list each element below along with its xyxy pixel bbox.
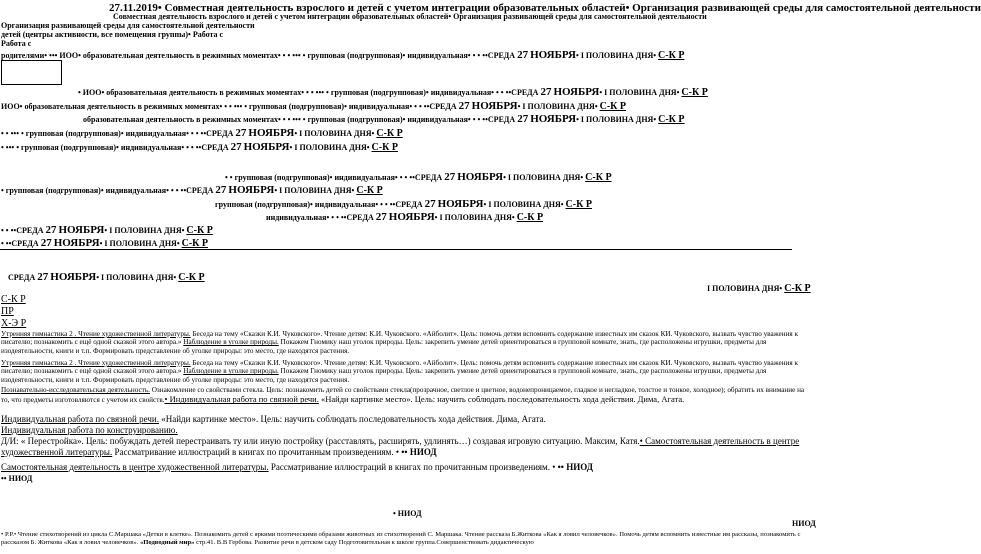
cr-link[interactable]: С-К Р (658, 50, 685, 61)
paragraph-2 (1, 359, 809, 384)
row-12: СРЕДА 27 НОЯБРЯ• I ПОЛОВИНА ДНЯ• С-К Р (8, 271, 205, 283)
row-2-text: ИОО• образовательная деятельность в режимных моментах• • • ••• • групповая (подгрупповая)• индивидуальная• • • ••СРЕДА (1, 102, 457, 111)
row-3-cr-link[interactable]: С-К Р (658, 114, 685, 125)
row-9: индивидуальная• • • ••СРЕДА 27 НОЯБРЯ• I ПОЛОВИНА ДНЯ• С-К Р (266, 211, 544, 223)
row-12-date: 27 (37, 271, 49, 283)
paragraph-5 (1, 425, 809, 436)
row-5-half: I ПОЛОВИНА ДНЯ (294, 143, 367, 152)
header-line-6-text: родителями• ••• ИОО• образовательная деятельность в режимных моментах• • • ••• • групповая (подгрупповая)• индивидуальная• • • ••СРЕДА (1, 51, 516, 60)
niod-2: • НИОД (393, 509, 422, 518)
row-5-text: • ••• • групповая (подгрупповая)• индивидуальная• • • ••СРЕДА (1, 143, 229, 152)
row-7-month: НОЯБРЯ (228, 184, 275, 196)
row-8-date: 27 (424, 198, 436, 210)
p5-link[interactable]: Индивидуальная работа по конструированию. (1, 425, 178, 435)
row-12-half: I ПОЛОВИНА ДНЯ (101, 273, 174, 282)
row-9-cr-link[interactable]: С-К Р (516, 212, 544, 223)
row-12-text: СРЕДА (8, 273, 36, 282)
half-day: I ПОЛОВИНА ДНЯ (580, 51, 654, 60)
row-4-text: • • ••• • групповая (подгрупповая)• индивидуальная• • • ••СРЕДА (1, 129, 234, 138)
footer-bold: «Подводный мир» (139, 538, 195, 546)
p3-text2: «Найди картинке место». Цель: научить соблюдать последовательность хода действия. Дима, Агата. (318, 394, 685, 405)
p2-link[interactable]: Утренняя гимнастика 2 . Чтение художественной литературы. (1, 359, 191, 367)
row-13: I ПОЛОВИНА ДНЯ• С-К Р (707, 283, 811, 294)
row-6-date: 27 (444, 171, 456, 183)
paragraph-3 (1, 386, 809, 405)
row-9-date: 27 (375, 211, 387, 223)
image-placeholder-box (1, 60, 62, 85)
p3-text: Ознакомление со свойствами стекла. Цель: познакомить детей со свойствами стекла(прозрачное, светлое и цветное, водонепроницаемое, гладкое и негладкое, толстое и тонкое, холодное); обратить их внимание на то, что предметы изготовляются с учетом их свойств. (1, 386, 805, 405)
row-3: образовательная деятельность в режимных моментах• • • ••• • групповая (подгрупповая)• индивидуальная• • • ••СРЕДА 27 НОЯБРЯ• I ПОЛОВИНА ДНЯ• С-К Р (83, 113, 685, 125)
p6-text: Д/И: « Перестройка». Цель: побуждать детей перестраивать ту или иную постройку (расставлять, расширять, удлинять…) создавая игровую ситуацию. Максим, Катя. (1, 436, 640, 446)
row-1-date: 27 (540, 86, 552, 98)
row-4-date: 27 (235, 127, 247, 139)
footer-paragraph (1, 531, 809, 547)
row-1: • ИОО• образовательная деятельность в режимных моментах• • • ••• • групповая (подгрупповая)• индивидуальная• • • ••СРЕДА 27 НОЯБРЯ• I ПОЛОВИНА ДНЯ• С-К Р (78, 86, 708, 98)
row-9-month: НОЯБРЯ (388, 211, 435, 223)
row-1-half: I ПОЛОВИНА ДНЯ (604, 88, 677, 97)
header-line-2: Совместная деятельность взрослого и детей с учетом интеграции образовательных областей• Организация развивающей среды для самостоятельной деятельности (113, 12, 707, 21)
p3-link[interactable]: Познавательно-исследовательская деятельность. (1, 386, 150, 394)
row-7-cr-link[interactable]: С-К Р (356, 185, 383, 196)
row-7-date: 27 (215, 184, 227, 196)
footer-text2: стр.41. В.В Гербова. Развитие речи в детском саду Подготовительная к школе группа.Совершенствовать дидактическую (196, 538, 534, 546)
row-10-month: НОЯБРЯ (58, 224, 105, 236)
row-2-date: 27 (458, 100, 470, 112)
p7-link[interactable]: Самостоятельная деятельность в центре художественной литературы. (1, 462, 269, 472)
header-date: 27.11.2019• Совместная деятельность взрослого и детей с учетом интеграции образовательных областей• Организация развивающей среды для самостоятельной деятельности (109, 2, 981, 14)
p7-niod: •• НИОД (557, 462, 593, 472)
date-num: 27 (517, 49, 529, 61)
row-10-cr-link[interactable]: С-К Р (186, 225, 213, 236)
side-xer-link[interactable]: Х-Э Р (1, 318, 27, 329)
row-4-cr-link[interactable]: С-К Р (376, 128, 403, 139)
niod-1: •• НИОД (1, 474, 33, 483)
paragraph-1 (1, 330, 809, 355)
row-4-half: I ПОЛОВИНА ДНЯ (299, 129, 372, 138)
row-8-cr-link[interactable]: С-К Р (565, 199, 592, 210)
row-8-text: групповая (подгрупповая)• индивидуальная• • • ••СРЕДА (215, 200, 423, 209)
row-2-half: I ПОЛОВИНА ДНЯ (522, 102, 595, 111)
row-10: • • ••СРЕДА 27 НОЯБРЯ• I ПОЛОВИНА ДНЯ• С-К Р (1, 224, 213, 236)
row-11-date: 27 (40, 237, 52, 249)
row-2-month: НОЯБРЯ (471, 100, 518, 112)
row-4: • • ••• • групповая (подгрупповая)• индивидуальная• • • ••СРЕДА 27 НОЯБРЯ• I ПОЛОВИНА ДНЯ• С-К Р (1, 127, 403, 139)
row-4-month: НОЯБРЯ (248, 127, 295, 139)
row-9-half: I ПОЛОВИНА ДНЯ (439, 213, 512, 222)
row-8-half: I ПОЛОВИНА ДНЯ (488, 200, 561, 209)
row-10-date: 27 (45, 224, 57, 236)
paragraph-7 (1, 462, 809, 473)
p2-text: Беседа на тему «Сказки К.И. Чуковского». Чтение детям: К.И. Чуковского. «Айболит». Цель: помочь детям вспомнить содержание известных им сказок КИ. Чуковского, вызвать чувство уважения к писателю; познакомить с ещё одной сказкой этого автора.» (1, 359, 799, 376)
row-7-half: I ПОЛОВИНА ДНЯ (279, 186, 352, 195)
row-9-text: индивидуальная• • • ••СРЕДА (266, 213, 374, 222)
row-5-cr-link[interactable]: С-К Р (371, 142, 398, 153)
row-13-cr-link[interactable]: С-К Р (784, 283, 811, 294)
month-name: НОЯБРЯ (530, 49, 576, 61)
divider-line (0, 249, 792, 250)
p2-text2: Покажем Гномику наш уголок природы. Цель: закрепить умение детей ориентироваться в групповой комнате, знать, где расположены игрушки, предметы для изодеятельности, книги и т.п. Формировать представление об уголке природы: это место, где находятся растения. (1, 367, 767, 384)
row-6-cr-link[interactable]: С-К Р (585, 172, 612, 183)
side-pr-link[interactable]: ПР (1, 306, 14, 317)
row-6-half: I ПОЛОВИНА ДНЯ (507, 173, 581, 182)
row-8: групповая (подгрупповая)• индивидуальная• • • ••СРЕДА 27 НОЯБРЯ• I ПОЛОВИНА ДНЯ• С-К Р (215, 198, 592, 210)
row-3-text: образовательная деятельность в режимных моментах• • • ••• • групповая (подгрупповая)• индивидуальная• • • ••СРЕДА (83, 115, 516, 124)
row-11-half: I ПОЛОВИНА ДНЯ (104, 239, 177, 248)
row-1-text: • ИОО• образовательная деятельность в режимных моментах• • • ••• • групповая (подгрупповая)• индивидуальная• • • ••СРЕДА (78, 88, 539, 97)
row-5: • ••• • групповая (подгрупповая)• индивидуальная• • • ••СРЕДА 27 НОЯБРЯ• I ПОЛОВИНА ДНЯ• С-К Р (1, 141, 398, 153)
row-11-text: • ••СРЕДА (1, 239, 39, 248)
row-2: ИОО• образовательная деятельность в режимных моментах• • • ••• • групповая (подгрупповая)• индивидуальная• • • ••СРЕДА 27 НОЯБРЯ• I ПОЛОВИНА ДНЯ• С-К Р (1, 100, 627, 112)
side-cr-link[interactable]: С-К Р (1, 294, 26, 305)
p3-link2[interactable]: • Индивидуальная работа по связной речи. (164, 394, 319, 405)
row-12-cr-link[interactable]: С-К Р (178, 272, 205, 283)
row-11-month: НОЯБРЯ (53, 237, 100, 249)
row-3-month: НОЯБРЯ (530, 113, 577, 125)
header-line-5: Работа с (1, 39, 32, 48)
row-2-cr-link[interactable]: С-К Р (599, 101, 627, 112)
row-12-month: НОЯБРЯ (50, 271, 97, 283)
paragraph-4 (1, 414, 809, 425)
row-1-cr-link[interactable]: С-К Р (681, 87, 708, 98)
row-5-month: НОЯБРЯ (243, 141, 290, 153)
niod-3: НИОД (792, 519, 816, 528)
row-13-half: I ПОЛОВИНА ДНЯ (707, 284, 780, 293)
p6-text2: Рассматривание иллюстраций в книгах по прочитанным произведениям. • (112, 446, 402, 457)
header-line-6: родителями• ••• ИОО• образовательная деятельность в режимных моментах• • • ••• • групповая (подгрупповая)• индивидуальная• • • ••СРЕДА 27 НОЯБРЯ• I ПОЛОВИНА ДНЯ• С-К Р (1, 49, 685, 61)
paragraph-6 (1, 436, 809, 457)
row-7-text: • групповая (подгрупповая)• индивидуальная• • • ••СРЕДА (1, 186, 214, 195)
p1-text2: Покажем Гномику наш уголок природы. Цель: закрепить умение детей ориентироваться в групповой комнате, знать, где расположены игрушки, предметы для изодеятельности, книги и т.п. Формировать представление об уголке природы: это место, где находятся растения. (1, 338, 767, 355)
row-3-date: 27 (517, 113, 529, 125)
row-6-text: • • групповая (подгрупповая)• индивидуальная• • • ••СРЕДА (225, 173, 443, 182)
p7-text: Рассматривание иллюстраций в книгах по прочитанным произведениям. • (268, 462, 558, 472)
header-line-3: Организация развивающей среды для самостоятельной деятельности (1, 21, 255, 30)
row-8-month: НОЯБРЯ (437, 198, 484, 210)
p2-link2[interactable]: Наблюдение в уголке природы. (183, 367, 279, 376)
row-11: • ••СРЕДА 27 НОЯБРЯ• I ПОЛОВИНА ДНЯ• С-К Р (1, 237, 209, 249)
row-1-month: НОЯБРЯ (553, 86, 600, 98)
footer-text: • Р.Р.• Чтение стихотворений из цикла С.Маршака «Детки в клетке». Познакомить детей с яркими поэтическими образами животных из стихотворений С. Маршака. Чтение рассказа Б.Житкова «Как я ловил человечков». Помочь детям вспомнить известные им рассказы, познакомить с рассказом Б. Житкова «Как я ловил человечков». (1, 531, 801, 546)
p1-link2[interactable]: Наблюдение в уголке природы. (183, 338, 279, 347)
row-3-half: I ПОЛОВИНА ДНЯ (580, 115, 654, 124)
row-10-text: • • ••СРЕДА (1, 226, 44, 235)
row-6-month: НОЯБРЯ (457, 171, 504, 183)
row-5-date: 27 (230, 141, 242, 153)
p6-link[interactable]: • Самостоятельная деятельность в центре художественной литературы. (1, 436, 800, 457)
row-6: • • групповая (подгрупповая)• индивидуальная• • • ••СРЕДА 27 НОЯБРЯ• I ПОЛОВИНА ДНЯ• С-К Р (225, 171, 612, 183)
p6-niod: •• НИОД (401, 446, 437, 457)
p1-link[interactable]: Утренняя гимнастика 2 . Чтение художественной литературы. (1, 330, 191, 338)
row-10-half: I ПОЛОВИНА ДНЯ (109, 226, 182, 235)
header-line-4: детей (центры активности, все помещения группы)• Работа с (1, 30, 224, 39)
p4-text: «Найди картинке место». Цель: научить соблюдать последовательность хода действия. Дима, Агата. (158, 414, 546, 424)
p1-text: Беседа на тему «Сказки К.И. Чуковского». Чтение детям: К.И. Чуковского. «Айболит». Цель: помочь детям вспомнить содержание известных им сказок КИ. Чуковского, вызвать чувство уважения к писателю; познакомить с ещё одной сказкой этого автора.» (1, 330, 799, 347)
p4-link[interactable]: Индивидуальная работа по связной речи. (1, 414, 159, 424)
row-11-cr-link[interactable]: С-К Р (181, 238, 209, 249)
row-7: • групповая (подгрупповая)• индивидуальная• • • ••СРЕДА 27 НОЯБРЯ• I ПОЛОВИНА ДНЯ• С-К Р (1, 184, 383, 196)
